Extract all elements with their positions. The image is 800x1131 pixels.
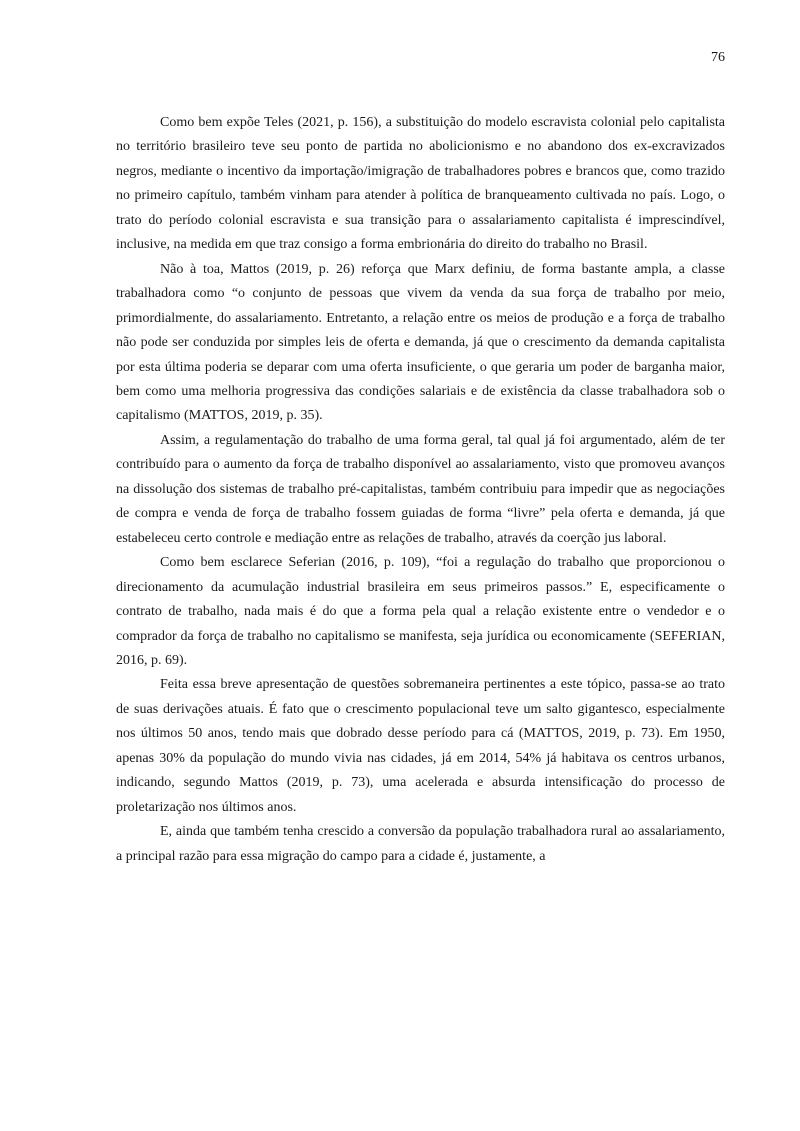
paragraph-seferian: Como bem esclarece Seferian (2016, p. 109), “foi a regulação do trabalho que proporcionou o direcionamento da acumulação industrial brasileira em seus primeiros passos.” E, especificamente o contrato de trabalho, nada mais é do que a forma pela qual a relação existente entre o vendedor e o comprador da força de trabalho no capitalismo se manifesta, seja jurídica ou economicamente (SEFERIAN, 2016, p. 69). (116, 555, 725, 668)
paragraph-migracao: E, ainda que também tenha crescido a conversão da população trabalhadora rural ao assalariamento, a principal razão para essa migração do campo para a cidade é, justamente, a (116, 824, 725, 864)
paragraph-teles: Como bem expõe Teles (2021, p. 156), a substituição do modelo escravista colonial pelo capitalista no território brasileiro teve seu ponto de partida no abolicionismo e no abandono dos ex-excravizados negros, mediante o incentivo da importação/imigração de trabalhadores pobres e brancos que, como trazido no primeiro capítulo, também vinham para atender à política de branqueamento cultivada no país. Logo, o trato do período colonial escravista e sua transição para o assalariamento capitalista é imprescindível, inclusive, na medida em que traz consigo a forma embrionária do direito do trabalho no Brasil. (116, 115, 725, 253)
page-number: 76 (711, 50, 725, 65)
paragraph-mattos-marx: Não à toa, Mattos (2019, p. 26) reforça que Marx definiu, de forma bastante ampla, a classe trabalhadora como “o conjunto de pessoas que vivem da venda da sua força de trabalho por meio, primordialmente, do assalariamento. Entretanto, a relação entre os meios de produção e a força de trabalho não pode ser conduzida por simples leis de oferta e demanda, já que o crescimento da demanda capitalista por esta última poderia se deparar com uma oferta insuficiente, o que geraria um poder de barganha maior, bem como uma melhoria progressiva das condições salariais e de existência da classe trabalhadora sob o capitalismo (MATTOS, 2019, p. 35). (116, 261, 725, 424)
paragraph-crescimento-populacional: Feita essa breve apresentação de questões sobremaneira pertinentes a este tópico, passa-se ao trato de suas derivações atuais. É fato que o crescimento populacional teve um salto gigantesco, especialmente nos últimos 50 anos, tendo mais que dobrado desse período para cá (MATTOS, 2019, p. 73). Em 1950, apenas 30% da população do mundo vivia nas cidades, já em 2014, 54% já habitava os centros urbanos, indicando, segundo Mattos (2019, p. 73), uma acelerada e absurda intensificação do processo de proletarização nos últimos anos. (116, 677, 725, 815)
body-text (116, 111, 725, 869)
paragraph-regulamentacao: Assim, a regulamentação do trabalho de uma forma geral, tal qual já foi argumentado, além de ter contribuído para o aumento da força de trabalho disponível ao assalariamento, visto que promoveu avanços na dissolução dos sistemas de trabalho pré-capitalistas, também contribuiu para impedir que as negociações de compra e venda de força de trabalho fossem guiadas de forma “livre” pela oferta e demanda, já que estabeleceu certo controle e mediação entre as relações de trabalho, através da coerção jus laboral. (116, 432, 725, 546)
